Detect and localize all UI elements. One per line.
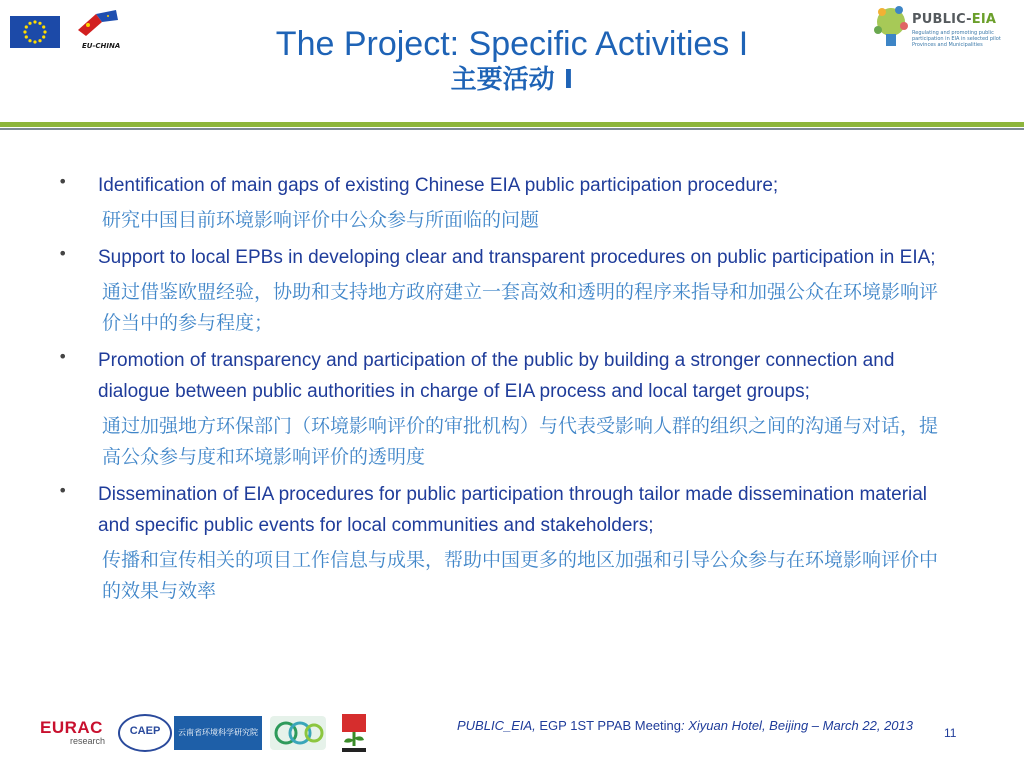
activity-item-support <box>56 242 956 339</box>
activity-text-chinese: 研究中国目前环境影响评价中公众参与所面临的问题 <box>102 209 540 231</box>
green-organization-logo <box>270 716 326 750</box>
bullet-icon: • <box>58 347 68 366</box>
activity-item-dissemination <box>56 479 956 607</box>
eu-stars-icon <box>10 16 60 48</box>
meeting-info-venue-colon: : Xiyuan Hotel, Beijing – <box>681 718 823 733</box>
bullet-icon: • <box>58 244 68 263</box>
public-eia-name-prefix: PUBLIC- <box>912 12 972 27</box>
public-eia-name <box>912 12 996 27</box>
activity-text-english: Promotion of transparency and participation of the public by building a stronger connection and dialogue between public authorities in charge of EIA process and local target groups; <box>98 350 895 402</box>
caep-logo <box>118 714 172 752</box>
eurac-logo-name: EURAC <box>40 718 103 737</box>
activity-item-promotion <box>56 345 956 473</box>
activity-list <box>56 170 956 607</box>
meeting-info <box>430 716 940 736</box>
activity-text-chinese: 传播和宣传相关的项目工作信息与成果，帮助中国更多的地区加强和引导公众参与在环境影响评价中的效果与效率 <box>102 549 939 602</box>
public-eia-name-suffix: EIA <box>971 12 997 27</box>
meeting-info-event: EGP 1ST PPAB Meeting <box>535 718 682 733</box>
yunnan-institute-logo <box>174 716 262 750</box>
partner-logos <box>40 712 380 752</box>
activity-text-chinese: 通过加强地方环保部门（环境影响评价的审批机构）与代表受影响人群的组织之间的沟通与对话，提高公众参与度和环境影响评价的透明度 <box>102 415 939 468</box>
bullet-icon: • <box>58 481 68 500</box>
activity-text-english: Support to local EPBs in developing clear and transparent procedures on public participation in EIA; <box>98 247 936 268</box>
plant-icon <box>336 712 372 754</box>
activity-text-english: Identification of main gaps of existing Chinese EIA public participation procedure; <box>98 175 779 196</box>
eu-flag-logo <box>10 16 60 48</box>
slide-title-chinese: 主要活动 I <box>450 65 574 95</box>
eu-china-flags-icon <box>72 8 132 42</box>
eu-china-logo-text: EU-CHINA <box>82 42 121 50</box>
page-number: 11 <box>944 726 957 740</box>
caep-logo-text: CAEP <box>129 725 161 737</box>
people-globe-icon <box>872 4 910 50</box>
eu-china-logo <box>72 8 132 64</box>
activity-item-gaps <box>56 170 956 236</box>
meeting-info-date: March 22, 2013 <box>822 718 913 733</box>
plant-organization-logo <box>336 712 372 754</box>
activity-text-chinese: 通过借鉴欧盟经验，协助和支持地方政府建立一套高效和透明的程序来指导和加强公众在环境影响评价当中的参与程度； <box>102 281 939 334</box>
eurac-logo-subtitle: research <box>70 736 106 746</box>
green-leaf-icon <box>270 716 326 750</box>
header-divider-green <box>0 122 1024 127</box>
header-divider-gray <box>0 128 1024 130</box>
yunnan-logo-text: 云南省环境科学研究院 <box>178 728 258 737</box>
eurac-logo <box>40 718 105 746</box>
meeting-info-project: PUBLIC_EIA, <box>457 718 536 733</box>
public-eia-logo <box>872 4 1022 56</box>
bullet-icon: • <box>58 172 68 191</box>
public-eia-tagline: Regulating and promoting public participation in EIA in selected pilot Provinces and Municipalities <box>912 30 1001 48</box>
slide-title-english: The Project: Specific Activities I <box>275 25 749 63</box>
slide-title <box>160 24 864 96</box>
activity-text-english: Dissemination of EIA procedures for public participation through tailor made dissemination material and specific public events for local communities and stakeholders; <box>98 484 928 536</box>
